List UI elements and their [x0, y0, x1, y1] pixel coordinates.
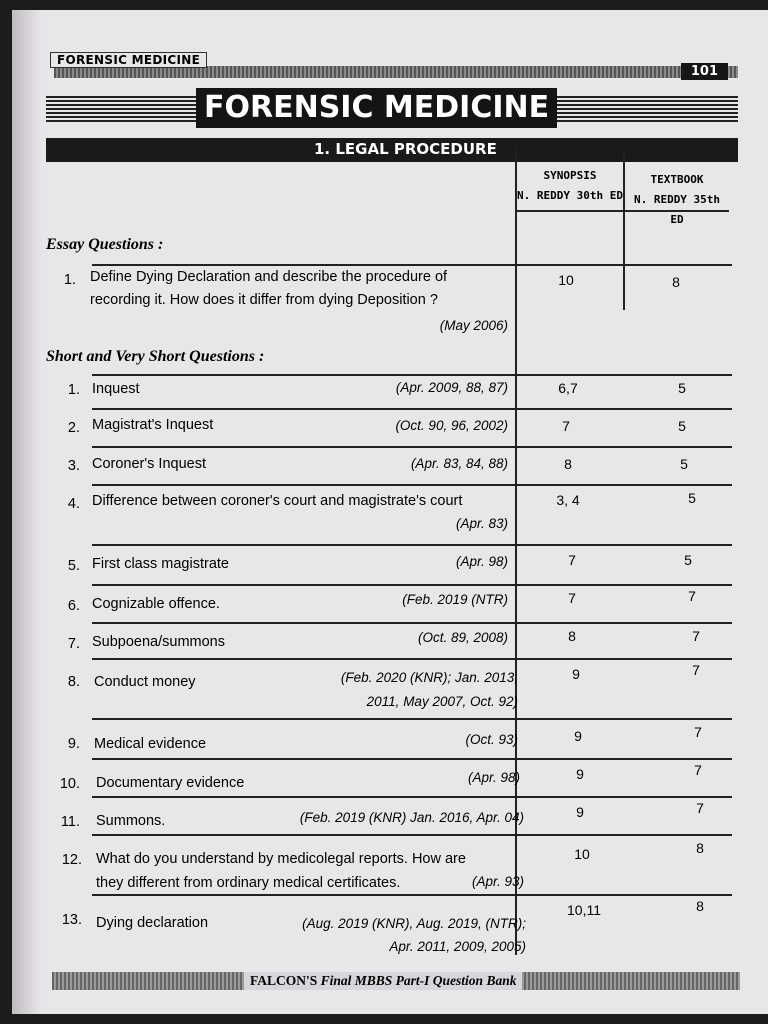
- short-q9-text: Medical evidence: [94, 736, 207, 752]
- short-q2-synopsis: 7: [562, 418, 570, 434]
- short-q3-ref: (Apr. 83, 84, 88): [410, 456, 508, 471]
- short-q8-number: 8.: [67, 674, 80, 690]
- short-q5-text: First class magistrate: [92, 556, 229, 572]
- short-q11-synopsis: 9: [576, 804, 584, 820]
- row-line: [92, 446, 732, 448]
- short-q4-ref: (Apr. 83): [455, 516, 508, 531]
- short-q9-synopsis: 9: [574, 728, 582, 744]
- row-line: [92, 622, 732, 624]
- short-q13-text: Dying declaration: [96, 915, 209, 931]
- short-q13-textbook: 8: [696, 898, 704, 914]
- essay-q1-number: 1.: [63, 272, 76, 288]
- short-q6-ref: (Feb. 2019 (NTR): [402, 592, 508, 607]
- short-q6-synopsis: 7: [568, 590, 576, 606]
- short-q12-number: 12.: [61, 852, 82, 868]
- short-q2-ref: (Oct. 90, 96, 2002): [395, 418, 508, 433]
- short-q10-textbook: 7: [694, 762, 702, 778]
- short-q3-text: Coroner's Inquest: [92, 456, 206, 472]
- short-q12-text-line1: What do you understand by medicolegal reports. How are: [96, 851, 466, 867]
- short-q12-text-line2: they different from ordinary medical certificates.: [96, 875, 401, 891]
- short-q6-textbook: 7: [688, 588, 696, 604]
- short-q8-ref-line1: (Feb. 2020 (KNR); Jan. 2013,: [340, 670, 518, 685]
- book-page: [12, 10, 768, 1014]
- footer-rest: Final MBBS Part-I Question Bank: [320, 973, 517, 988]
- essay-q1-text-line1: Define Dying Declaration and describe the procedure of: [90, 269, 448, 285]
- short-q1-text: Inquest: [92, 381, 140, 397]
- short-q8-textbook: 7: [692, 662, 700, 678]
- short-q2-number: 2.: [67, 420, 80, 436]
- short-q13-synopsis: 10,11: [567, 902, 601, 918]
- short-q3-synopsis: 8: [564, 456, 572, 472]
- short-q11-text: Summons.: [96, 813, 166, 829]
- short-q5-textbook: 5: [684, 552, 692, 568]
- short-q7-text: Subpoena/summons: [92, 634, 225, 650]
- column-divider-textbook-full: [623, 150, 625, 280]
- synopsis-header-line2: N. REDDY 30th ED: [517, 189, 623, 202]
- row-line: [92, 796, 732, 798]
- short-q1-textbook: 5: [678, 380, 686, 396]
- section-title: 1. LEGAL PROCEDURE: [314, 140, 497, 158]
- row-line: [92, 718, 732, 720]
- short-q8-synopsis: 9: [572, 666, 580, 682]
- short-q4-text: Difference between coroner's court and magistrate's court: [92, 493, 463, 509]
- short-q9-textbook: 7: [694, 724, 702, 740]
- header-underline: [515, 210, 729, 212]
- short-q10-synopsis: 9: [576, 766, 584, 782]
- row-line: [92, 544, 732, 546]
- short-q8-ref-line2: 2011, May 2007, Oct. 92): [366, 694, 518, 709]
- row-line: [92, 408, 732, 410]
- row-line: [92, 834, 732, 836]
- short-q2-textbook: 5: [678, 418, 686, 434]
- essay-q1-synopsis: 10: [558, 272, 574, 288]
- synopsis-header-line1: SYNOPSIS: [543, 169, 597, 182]
- short-q2-text: Magistrat's Inquest: [92, 417, 214, 433]
- short-q12-ref: (Apr. 93): [471, 874, 524, 889]
- short-q4-number: 4.: [67, 496, 80, 512]
- textbook-header-line1: TEXTBOOK: [650, 173, 704, 186]
- short-q7-textbook: 7: [692, 628, 700, 644]
- short-q1-ref: (Apr. 2009, 88, 87): [395, 380, 508, 395]
- short-q7-synopsis: 8: [568, 628, 576, 644]
- short-q12-synopsis: 10: [574, 846, 590, 862]
- footer-title: [244, 972, 522, 990]
- essay-q1-text-line2: recording it. How does it differ from dying Deposition ?: [90, 292, 438, 308]
- page-number: 101: [681, 63, 728, 80]
- section-bar: [46, 138, 738, 162]
- short-q10-number: 10.: [59, 776, 80, 792]
- essay-q1-ref: (May 2006): [439, 318, 508, 333]
- row-line: [92, 658, 732, 660]
- short-q9-ref: (Oct. 93): [465, 732, 518, 747]
- short-q5-number: 5.: [67, 558, 80, 574]
- short-q7-ref: (Oct. 89, 2008): [417, 630, 508, 645]
- essay-q1-textbook: 8: [672, 274, 680, 290]
- row-line: [92, 584, 732, 586]
- chapter-title: FORENSIC MEDICINE: [196, 88, 557, 128]
- short-q3-textbook: 5: [680, 456, 688, 472]
- textbook-column-header: [625, 170, 729, 230]
- short-q13-ref-line2: Apr. 2011, 2009, 2005): [389, 939, 526, 954]
- row-line: [92, 894, 732, 896]
- short-q11-ref: (Feb. 2019 (KNR) Jan. 2016, Apr. 04): [299, 810, 524, 825]
- short-q1-number: 1.: [67, 382, 80, 398]
- page-gutter-shadow: [12, 10, 42, 1014]
- short-q13-number: 13.: [61, 912, 82, 928]
- short-q5-ref: (Apr. 98): [455, 554, 508, 569]
- short-q1-synopsis: 6,7: [558, 380, 578, 396]
- short-q6-number: 6.: [67, 598, 80, 614]
- short-q10-ref: (Apr. 98): [467, 770, 520, 785]
- row-line: [92, 484, 732, 486]
- short-q3-number: 3.: [67, 458, 80, 474]
- short-q10-text: Documentary evidence: [96, 775, 245, 791]
- essay-heading: Essay Questions :: [46, 236, 164, 253]
- chapter-title-row: [46, 88, 738, 132]
- short-q11-textbook: 7: [696, 800, 704, 816]
- textbook-header-line2: N. REDDY 35th ED: [633, 193, 721, 226]
- short-q12-textbook: 8: [696, 840, 704, 856]
- running-header-label: FORENSIC MEDICINE: [50, 52, 207, 68]
- row-line: [92, 758, 732, 760]
- short-q4-textbook: 5: [688, 490, 696, 506]
- synopsis-column-header: [517, 166, 623, 206]
- running-header: [46, 52, 738, 82]
- footer-prefix: FALCON'S: [250, 973, 318, 988]
- short-q5-synopsis: 7: [568, 552, 576, 568]
- short-q13-ref-line1: (Aug. 2019 (KNR), Aug. 2019, (NTR);: [302, 916, 526, 931]
- short-q11-number: 11.: [60, 814, 80, 830]
- short-q9-number: 9.: [67, 736, 80, 752]
- short-q7-number: 7.: [67, 636, 80, 652]
- short-q4-synopsis: 3, 4: [556, 492, 580, 508]
- short-heading: Short and Very Short Questions :: [46, 348, 265, 365]
- short-q8-text: Conduct money: [94, 674, 196, 690]
- short-q6-text: Cognizable offence.: [92, 596, 220, 612]
- page-footer: [52, 972, 740, 990]
